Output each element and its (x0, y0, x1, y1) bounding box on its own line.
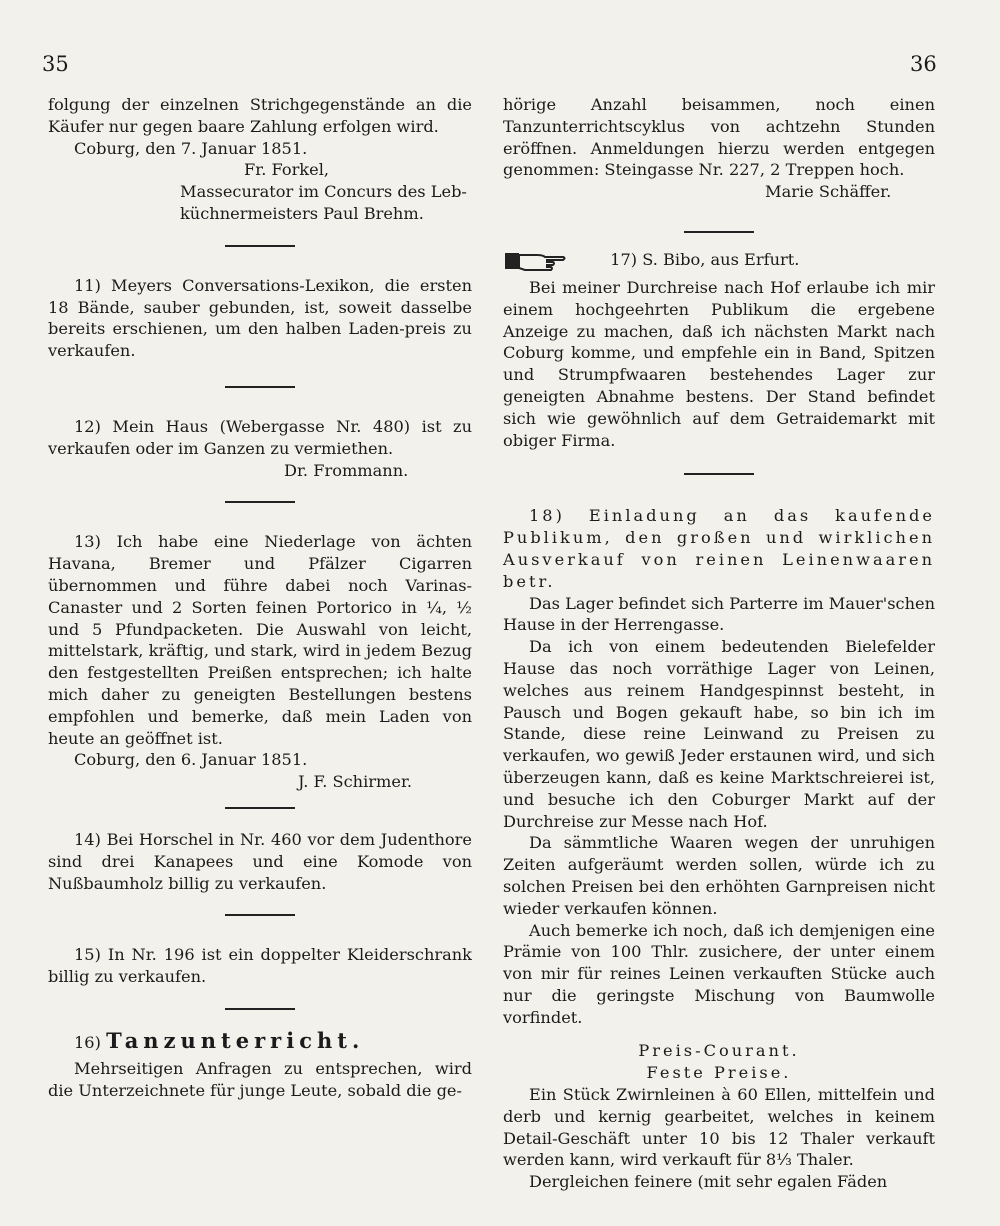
notice-12: 12) Mein Haus (Webergasse Nr. 480) ist zu verkaufen oder im Ganzen zu vermiethen. (48, 416, 472, 458)
left-column (48, 94, 472, 1101)
intro-date: Coburg, den 7. Januar 1851. (74, 138, 308, 158)
notice-12-signature: Dr. Frommann. (284, 460, 409, 480)
separator-rule (225, 386, 295, 388)
continued-text: hörige Anzahl beisammen, noch einen Tanzunterrichtscyklus von achtzehn Stunden eröffnen. Anmeldungen hierzu werden entgegen genommen: Steingasse Nr. 227, 2 Treppen hoch. (503, 95, 935, 180)
separator-rule (225, 807, 295, 809)
notice-16-title: Tanzunterricht. (106, 1027, 365, 1053)
pointing-hand-icon (503, 247, 567, 275)
intro-signature: Fr. Forkel, (244, 160, 330, 180)
notice-13-date: Coburg, den 6. Januar 1851. (74, 750, 308, 770)
notice-13-signature: J. F. Schirmer. (298, 772, 413, 792)
notice-17-heading (503, 247, 935, 275)
notice-17-title: 17) S. Bibo, aus Erfurt. (610, 250, 800, 270)
notice-13: 13) Ich habe eine Niederlage von ächten Havana, Bremer und Pfälzer Cigarren übernommen und führe dabei noch Varinas-Canaster und 2 Sorten feinen Portorico in ¼, ½ und 5 Pfundpacketen. Die Auswahl von leicht, mittelstark, kräftig, und stark, wird in jedem Bezug den festgestellten Preißen entsprechen; ich halte mich daher zu geneigten Bestellungen bestens empfohlen und bemerke, daß mein Laden von heute an geöffnet ist. (48, 532, 472, 748)
separator-rule (225, 245, 295, 247)
intro-signature-title: Massecurator im Concurs des Leb- (180, 182, 467, 202)
notice-16-number: 16) (74, 1032, 101, 1052)
separator-rule (225, 501, 295, 503)
separator-rule (225, 914, 295, 916)
intro-text: folgung der einzelnen Strichgegenstände an die Käufer nur gegen baare Zahlung erfolgen wird. (48, 95, 472, 136)
notice-17-text: Bei meiner Durchreise nach Hof erlaube ich mir einem hochgeehrten Publikum die ergebene Anzeige zu machen, daß ich nächsten Markt nach Coburg komme, und empfehle ein in Band, Spitzen und Strumpfwaaren bestehendes Lager zur geneigten Abnahme bestens. Der Stand befindet sich wie gewöhnlich auf dem Getraidemarkt mit obiger Firma. (503, 277, 935, 450)
notice-18-paragraph: Da ich von einem bedeutenden Bielefelder Hause das noch vorräthige Lager von Leinen, welches aus reinem Handgespinnst besteht, in Pausch und Bogen gekauft habe, so bin ich im Stande, diese reine Leinwand zu Preisen zu verkaufen, wo gewiß Jeder erstaunen wird, und sich überzeugen kann, daß es keine Marktschreierei ist, und besuche ich den Coburger Markt auf der Durchreise zur Messe nach Hof. (503, 637, 935, 831)
notice-18-paragraph: Da sämmtliche Waaren wegen der unruhigen Zeiten aufgeräumt werden sollen, würde ich zu solchen Preisen bei den erhöhten Garnpreisen nicht wieder verkaufen können. (503, 833, 935, 918)
notice-16-text: Mehrseitigen Anfragen zu entsprechen, wird die Unterzeichnete für junge Leute, sobald die ge- (48, 1058, 472, 1100)
separator-rule (225, 1008, 295, 1010)
fixed-prices-heading: Feste Preise. (646, 1063, 792, 1083)
right-column (503, 94, 935, 1193)
continued-signature: Marie Schäffer. (765, 182, 892, 202)
page-number-right: 36 (910, 52, 937, 76)
intro-signature-title: küchnermeisters Paul Brehm. (180, 203, 424, 223)
notice-18-paragraph: Auch bemerke ich noch, daß ich demjenigen eine Prämie von 100 Thlr. zusichere, der unter einem von mir für reines Leinen verkauften Stücke auch nur die geringste Mischung von Baumwolle vorfindet. (503, 920, 935, 1027)
notice-18-paragraph: Ein Stück Zwirnleinen à 60 Ellen, mittelfein und derb und kernig gearbeitet, welches in keinem Detail-Geschäft unter 10 bis 12 Thaler verkauft werden kann, wird verkauft für 8⅓ Thaler. (503, 1085, 935, 1170)
price-list-heading: Preis-Courant. (638, 1041, 800, 1061)
notice-18-heading: 18) Einladung an das kaufende Publikum, den großen und wirklichen Ausverkauf von reinen Leinenwaaren betr. (503, 506, 935, 591)
notice-18-paragraph: Dergleichen feinere (mit sehr egalen Fäden (529, 1172, 888, 1192)
separator-rule (684, 231, 754, 233)
notice-14: 14) Bei Horschel in Nr. 460 vor dem Judenthore sind drei Kanapees und eine Komode von Nußbaumholz billig zu verkaufen. (48, 829, 472, 893)
notice-15: 15) In Nr. 196 ist ein doppelter Kleiderschrank billig zu verkaufen. (48, 945, 472, 987)
notice-16-heading (48, 1027, 472, 1054)
notice-18-paragraph: Das Lager befindet sich Parterre im Mauer'schen Hause in der Herrengasse. (503, 593, 935, 635)
notice-11: 11) Meyers Conversations-Lexikon, die ersten 18 Bände, sauber gebunden, ist, soweit dasselbe bereits erschienen, um den halben Laden-preis zu verkaufen. (48, 275, 472, 361)
page-number-left: 35 (42, 52, 69, 76)
separator-rule (684, 473, 754, 475)
